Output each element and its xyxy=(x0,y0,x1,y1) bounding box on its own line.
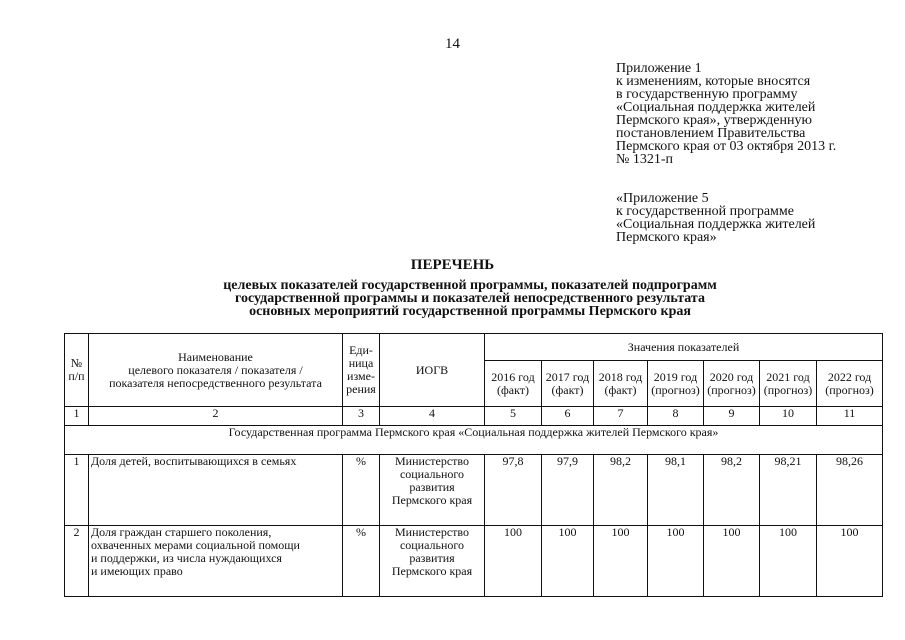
row-value: 100 xyxy=(760,526,817,597)
column-number: 7 xyxy=(594,407,648,426)
column-number: 9 xyxy=(704,407,760,426)
row-value: 97,8 xyxy=(485,455,542,526)
header-year: 2020 год (прогноз) xyxy=(704,361,760,407)
header-year: 2021 год (прогноз) xyxy=(760,361,817,407)
header-unit-line: изме- xyxy=(347,369,375,383)
row-num: 1 xyxy=(65,455,89,526)
appendix-1-line: Пермского края от 03 октября 2013 г. xyxy=(616,139,837,154)
row-value: 100 xyxy=(704,526,760,597)
header-year: 2016 год (факт) xyxy=(485,361,542,407)
row-value: 97,9 xyxy=(542,455,594,526)
row-unit: % xyxy=(343,526,380,597)
header-num: № п/п xyxy=(65,334,89,407)
header-year: 2018 год (факт) xyxy=(594,361,648,407)
row-value: 98,1 xyxy=(648,455,704,526)
row-value: 98,2 xyxy=(594,455,648,526)
subtitle-line: целевых показателей государственной программы, показателей подпрограмм xyxy=(223,278,717,293)
column-number: 6 xyxy=(542,407,594,426)
header-name-line: Наименование xyxy=(178,349,253,364)
header-name xyxy=(89,334,343,407)
column-number: 1 xyxy=(65,407,89,426)
page-number: 14 xyxy=(445,36,460,52)
header-name-line: целевого показателя / показателя / xyxy=(128,362,303,377)
column-number-row xyxy=(65,407,883,426)
table-row xyxy=(65,526,883,597)
header-year: 2019 год (прогноз) xyxy=(648,361,704,407)
column-number: 3 xyxy=(343,407,380,426)
document-subtitle xyxy=(0,279,905,318)
row-iogv: Министерство социального развития Пермского края xyxy=(380,455,485,526)
column-number: 2 xyxy=(89,407,343,426)
row-value: 100 xyxy=(594,526,648,597)
row-value: 98,2 xyxy=(704,455,760,526)
column-number: 8 xyxy=(648,407,704,426)
appendix-1-line: постановлением Правительства xyxy=(616,126,806,141)
header-values-group: Значения показателей xyxy=(485,334,883,361)
appendix-5-line: «Приложение 5 xyxy=(616,191,709,206)
column-number: 10 xyxy=(760,407,817,426)
row-value: 98,21 xyxy=(760,455,817,526)
appendix-1-line: № 1321-п xyxy=(616,152,674,167)
subtitle-line: государственной программы и показателей непосредственного результата xyxy=(235,291,705,306)
header-name-line: показателя непосредственного результата xyxy=(109,375,322,390)
appendix-1-line: Приложение 1 xyxy=(616,61,702,76)
section-row xyxy=(65,426,883,455)
row-unit: % xyxy=(343,455,380,526)
column-number: 5 xyxy=(485,407,542,426)
appendix-5-line: Пермского края» xyxy=(616,230,717,245)
appendix-1-line: к изменениям, которые вносятся xyxy=(616,74,811,89)
row-value: 100 xyxy=(648,526,704,597)
row-num: 2 xyxy=(65,526,89,597)
section-title: Государственная программа Пермского края «Социальная поддержка жителей Пермского края» xyxy=(65,426,883,455)
row-iogv: Министерство социального развития Пермского края xyxy=(380,526,485,597)
row-value: 100 xyxy=(485,526,542,597)
subtitle-line: основных мероприятий государственной программы Пермского края xyxy=(249,304,691,319)
appendix-1-line: в государственную программу xyxy=(616,87,798,102)
header-iogv: ИОГВ xyxy=(380,334,485,407)
header-unit-line: ница xyxy=(348,356,374,370)
header-unit-line: Еди- xyxy=(349,343,373,357)
row-value: 98,26 xyxy=(817,455,883,526)
column-number: 11 xyxy=(817,407,883,426)
appendix-1-line: Пермского края», утвержденную xyxy=(616,113,812,128)
header-unit xyxy=(343,334,380,407)
row-name: Доля граждан старшего поколения, охваченных мерами социальной помощи и поддержки, из числа нуждающихся и имеющих право xyxy=(89,526,343,597)
header-year: 2022 год (прогноз) xyxy=(817,361,883,407)
row-value: 100 xyxy=(817,526,883,597)
row-name: Доля детей, воспитывающихся в семьях xyxy=(89,455,343,526)
indicators-table xyxy=(64,333,883,597)
header-unit-line: рения xyxy=(346,382,376,396)
appendix-5-block xyxy=(616,192,901,244)
appendix-5-line: к государственной программе xyxy=(616,204,794,219)
document-title: ПЕРЕЧЕНЬ xyxy=(410,257,495,273)
appendix-1-line: «Социальная поддержка жителей xyxy=(616,100,816,115)
column-number: 4 xyxy=(380,407,485,426)
appendix-1-block xyxy=(616,62,901,166)
table-row xyxy=(65,455,883,526)
header-row xyxy=(65,334,883,361)
appendix-5-line: «Социальная поддержка жителей xyxy=(616,217,816,232)
row-value: 100 xyxy=(542,526,594,597)
header-year: 2017 год (факт) xyxy=(542,361,594,407)
